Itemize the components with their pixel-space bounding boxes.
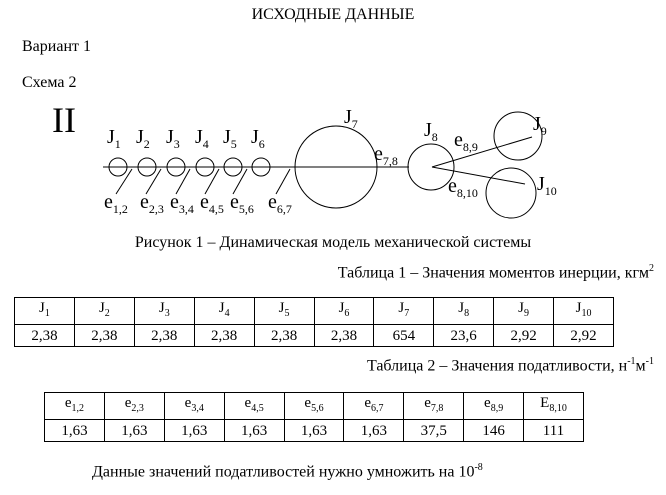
table-cell: 1,63 [45,420,105,442]
table-header-cell: $e_{3,4}$ [164,393,224,420]
label-e45: $e_{4,5}$ [200,191,224,216]
figure-caption: Рисунок 1 – Динамическая модель механической системы [134,234,532,251]
table2-caption [367,356,654,375]
table-header-cell: $J_{10}$ [554,298,614,325]
table-cell: 1,63 [164,420,224,442]
table-cell: 1,63 [344,420,404,442]
label-e78: $e_{7,8}$ [374,143,398,168]
label-j2: $J_2$ [136,126,150,151]
table-cell: 1,63 [224,420,284,442]
table-cell: 2,38 [74,325,134,347]
table-cell: 2,92 [494,325,554,347]
table1-caption-sup: 2 [649,263,654,274]
note-text [92,462,483,481]
label-j1: $J_1$ [107,126,121,151]
table-cell: 2,92 [554,325,614,347]
label-e89: $e_{8,9}$ [454,129,478,154]
table-cell: 23,6 [434,325,494,347]
table-header-cell: $J_1$ [15,298,75,325]
table-header-cell: $J_5$ [254,298,314,325]
table-header-cell: $J_9$ [494,298,554,325]
table-cell: 111 [524,420,584,442]
table2-caption-mid: м [635,357,646,375]
table-header-cell: $e_{1,2}$ [45,393,105,420]
table-header-cell: $e_{4,5}$ [224,393,284,420]
table-header-cell: $J_3$ [134,298,194,325]
mechanical-system-diagram [0,96,666,232]
branch-shaft-upper [432,137,532,167]
label-e67: $e_{6,7}$ [268,191,292,216]
variant-label: Вариант 1 [22,38,91,55]
label-j6: $J_6$ [251,126,265,151]
label-e56: $e_{5,6}$ [230,191,254,216]
label-j4: $J_4$ [195,126,209,151]
table-cell: 2,38 [15,325,75,347]
note-exponent: -8 [474,462,483,473]
label-j5: $J_5$ [223,126,237,151]
table-header-cell: $J_6$ [314,298,374,325]
note-body: Данные значений податливостей нужно умножить на 10 [92,463,475,481]
compliance-table [44,392,584,442]
table2-caption-sup1: -1 [627,356,636,367]
table-cell: 654 [374,325,434,347]
label-j9: $J_9$ [533,113,547,138]
table-row [45,420,584,442]
label-e810: $e_{8,10}$ [448,175,478,200]
label-e34: $e_{3,4}$ [170,191,194,216]
table-header-cell: $e_{7,8}$ [404,393,464,420]
table-cell: 2,38 [254,325,314,347]
scheme-label: Схема 2 [22,74,77,91]
table-header-cell: $e_{2,3}$ [104,393,164,420]
table-cell: 2,38 [134,325,194,347]
label-j3: $J_3$ [166,126,180,151]
table-header-cell: $E_{8,10}$ [524,393,584,420]
table-row [15,325,614,347]
table1-caption-text: Таблица 1 – Значения моментов инерции, кгм [337,264,649,282]
branch-shaft-lower [432,167,525,184]
table-cell: 2,38 [314,325,374,347]
table-cell: 146 [464,420,524,442]
table-header-cell: $e_{5,6}$ [284,393,344,420]
label-j8: $J_8$ [424,119,438,144]
table-cell: 1,63 [104,420,164,442]
scheme-roman-numeral: II [52,100,76,140]
table-header-row [15,298,614,325]
label-j7: $J_7$ [344,106,358,131]
table-header-cell: $J_7$ [374,298,434,325]
table-cell: 37,5 [404,420,464,442]
label-e12: $e_{1,2}$ [104,191,128,216]
table1-caption [338,263,654,282]
table2-caption-sup2: -1 [645,356,654,367]
table-cell: 1,63 [284,420,344,442]
disk-j10 [486,168,536,218]
table-header-cell: $e_{8,9}$ [464,393,524,420]
label-j10: $J_{10}$ [537,173,557,198]
table-header-cell: $J_8$ [434,298,494,325]
table2-caption-text: Таблица 2 – Значения податливости, н [366,357,628,375]
label-e23: $e_{2,3}$ [140,191,164,216]
page-title: ИСХОДНЫЕ ДАННЫЕ [251,6,415,23]
table-header-cell: $J_4$ [194,298,254,325]
table-cell: 2,38 [194,325,254,347]
table-header-cell: $J_2$ [74,298,134,325]
table-header-cell: $e_{6,7}$ [344,393,404,420]
table-header-row [45,393,584,420]
inertia-table [14,297,614,347]
